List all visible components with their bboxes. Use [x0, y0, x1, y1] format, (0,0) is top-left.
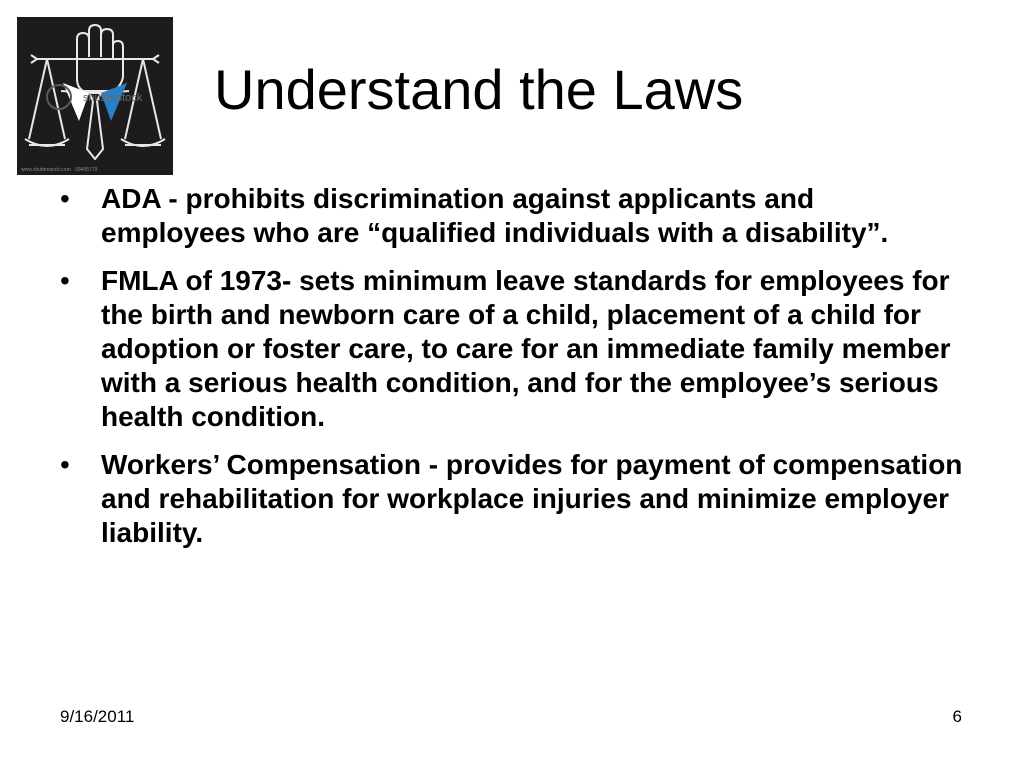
bullet-ada	[60, 182, 965, 250]
justice-scales-logo	[17, 17, 173, 175]
bullet-text: Workers’ Compensation - provides for payment of compensation and rehabilitation for workplace injuries and minimize employer liability.	[101, 449, 963, 548]
logo-caption: www.shutterstock.com · 68495779	[21, 167, 98, 173]
bullet-text: ADA - prohibits discrimination against applicants and employees who are “qualified individuals with a disability”.	[101, 183, 889, 248]
bullet-fmla	[60, 264, 965, 434]
footer-date: 9/16/2011	[60, 707, 135, 726]
page-number: 6	[952, 707, 962, 726]
bullet-marker: •	[60, 265, 70, 296]
bullet-workers-compensation	[60, 448, 965, 550]
bullet-list	[60, 182, 965, 564]
bullet-text: FMLA of 1973- sets minimum leave standards for employees for the birth and newborn care of a child, placement of a child for adoption or foster care, to care for an immediate family member with a serious health condition, and for the employee’s serious health condition.	[101, 265, 951, 432]
watermark-icon	[47, 85, 71, 109]
slide-title: Understand the Laws	[214, 58, 744, 121]
bullet-marker: •	[60, 449, 70, 480]
bullet-marker: •	[60, 183, 70, 214]
watermark-text: shutterstock	[83, 92, 143, 104]
justice-scales-hand-icon	[17, 17, 173, 175]
